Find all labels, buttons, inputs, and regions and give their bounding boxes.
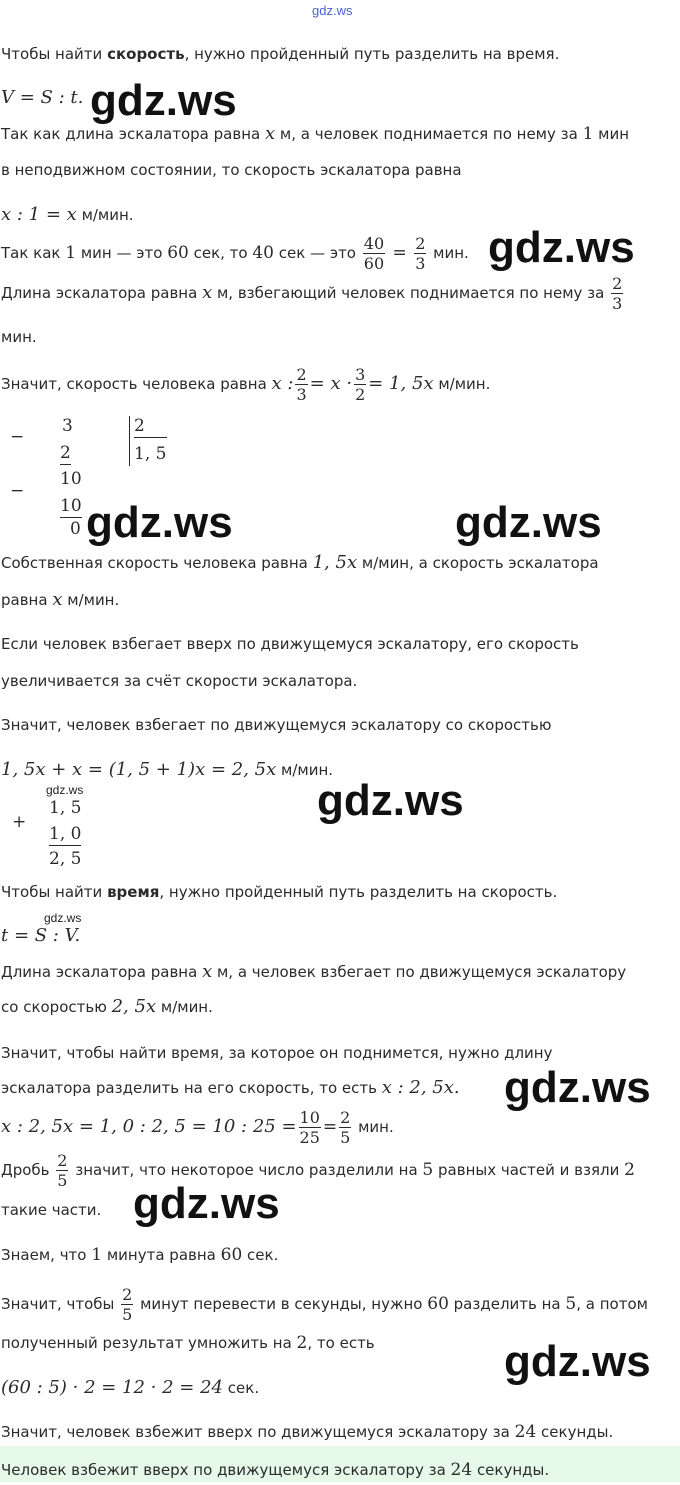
watermark: gdz.ws xyxy=(317,776,464,825)
fraction: $\frac{2}{3}$ xyxy=(296,365,307,404)
paragraph: Значит, чтобы $\frac{2}{5}$ минут перевести в секунды, нужно 60 разделить на 5, а потом xyxy=(1,1285,648,1324)
watermark: gdz.ws xyxy=(86,498,233,547)
paragraph: Так как длина эскалатора равна x м, а человек поднимается по нему за 1 мин xyxy=(1,123,630,144)
paragraph: со скоростью 2, 5x м/мин. xyxy=(1,996,213,1017)
division-row: 0 xyxy=(70,519,81,539)
watermark-top: gdz.ws xyxy=(312,3,353,18)
paragraph: Знаем, что 1 минута равна 60 сек. xyxy=(1,1245,279,1265)
paragraph: Длина эскалатора равна x м, а человек взбегает по движущемуся эскалатору xyxy=(1,961,627,982)
formula: V = S : t. xyxy=(1,87,84,108)
paragraph: Значит, человек взбежит вверх по движущемуся эскалатору за 24 секунды. xyxy=(1,1422,614,1442)
paragraph: Длина эскалатора равна x м, взбегающий человек поднимается по нему за $\frac{2}{3}$ xyxy=(1,274,623,313)
fraction: $\frac{40}{60}$ xyxy=(363,234,385,273)
addition-plus: + xyxy=(12,812,27,832)
watermark: gdz.ws xyxy=(455,498,602,547)
watermark: gdz.ws xyxy=(488,223,635,272)
paragraph: Так как 1 мин — это 60 сек, то 40 сек — это $\frac{40}{60}$ = $\frac{2}{3}$ мин. xyxy=(1,234,469,273)
bold-term: скорость xyxy=(107,45,185,63)
formula: t = S : V. xyxy=(1,925,81,946)
fraction: $\frac{10}{25}$ xyxy=(299,1108,320,1147)
paragraph: такие части. xyxy=(1,1201,102,1219)
fraction: $\frac{2}{5}$ xyxy=(122,1285,133,1324)
fraction: $\frac{2}{3}$ xyxy=(612,274,623,313)
division-bar xyxy=(129,416,130,466)
paragraph: эскалатора разделить на его скорость, то есть x : 2, 5x. xyxy=(1,1077,460,1098)
answer-text: Человек взбежит вверх по движущемуся эскалатору за 24 секунды. xyxy=(1,1460,550,1480)
paragraph: Значит, чтобы найти время, за которое он поднимется, нужно длину xyxy=(1,1044,553,1062)
paragraph: Чтобы найти время, нужно пройденный путь разделить на скорость. xyxy=(1,883,558,901)
paragraph: мин. xyxy=(1,328,37,346)
division-minus: − xyxy=(10,427,25,447)
watermark: gdz.ws xyxy=(504,1337,651,1386)
paragraph: в неподвижном состоянии, то скорость эскалатора равна xyxy=(1,161,462,179)
division-row: 3 xyxy=(62,416,73,436)
formula: 1, 5x + x = (1, 5 + 1)x = 2, 5x м/мин. xyxy=(1,759,334,780)
watermark: gdz.ws xyxy=(133,1179,280,1228)
paragraph: полученный результат умножить на 2, то есть xyxy=(1,1333,375,1353)
division-quotient: 1, 5 xyxy=(134,444,167,464)
watermark: gdz.ws xyxy=(90,76,237,125)
paragraph: Чтобы найти скорость, нужно пройденный путь разделить на время. xyxy=(1,45,560,63)
fraction: $\frac{2}{5}$ xyxy=(57,1151,68,1190)
division-divisor: 2 xyxy=(134,415,167,438)
paragraph: Если человек взбегает вверх по движущемуся эскалатору, его скорость xyxy=(1,635,579,653)
addition-result: 2, 5 xyxy=(49,849,82,869)
formula: x : 1 = x м/мин. xyxy=(1,204,134,225)
formula: x : 2, 5x = 1, 0 : 2, 5 = 10 : 25 = $\frac{10}{25}$ = $\frac{2}{5}$ мин. xyxy=(1,1108,394,1147)
addition-row: 1, 5 xyxy=(49,798,82,818)
division-row: 2 xyxy=(60,443,71,463)
bold-term: время xyxy=(107,883,160,901)
fraction: $\frac{3}{2}$ xyxy=(355,365,366,404)
fraction: $\frac{2}{5}$ xyxy=(340,1108,351,1147)
division-row: 10 xyxy=(60,469,82,489)
watermark-small: gdz.ws xyxy=(44,911,82,925)
fraction: $\frac{2}{3}$ xyxy=(415,234,426,273)
paragraph: равна x м/мин. xyxy=(1,589,120,610)
paragraph: Дробь $\frac{2}{5}$ значит, что некоторое число разделили на 5 равных частей и взяли 2 xyxy=(1,1151,635,1190)
paragraph: Значит, скорость человека равна x : $\frac{2}{3}$ = x · $\frac{3}{2}$ = 1, 5x м/мин. xyxy=(1,365,491,404)
division-minus: − xyxy=(10,481,25,501)
division-row: 10 xyxy=(60,496,82,516)
paragraph: Значит, человек взбегает по движущемуся эскалатору со скоростью xyxy=(1,716,552,734)
watermark: gdz.ws xyxy=(504,1063,651,1112)
paragraph: увеличивается за счёт скорости эскалатора. xyxy=(1,672,358,690)
formula: (60 : 5) · 2 = 12 · 2 = 24 сек. xyxy=(1,1377,260,1398)
paragraph: Собственная скорость человека равна 1, 5x м/мин, а скорость эскалатора xyxy=(1,552,599,573)
addition-row: 1, 0 xyxy=(49,824,82,844)
watermark-small: gdz.ws xyxy=(46,783,84,797)
